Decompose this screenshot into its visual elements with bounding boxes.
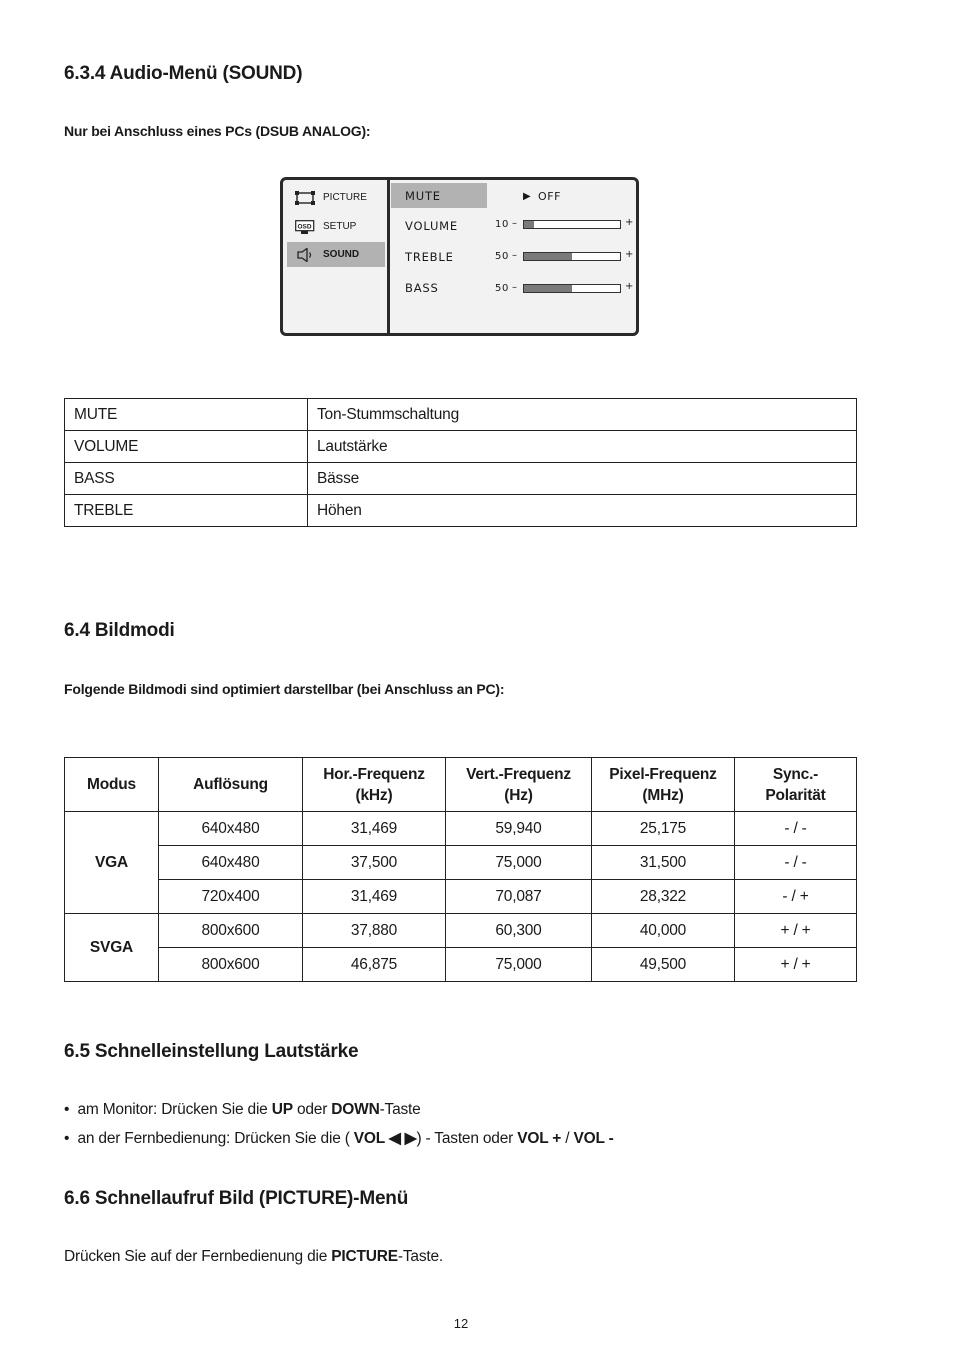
- table-row: [65, 463, 857, 495]
- display-modes-table: [64, 757, 857, 982]
- setting-description-cell: Ton-Stummschaltung: [308, 399, 857, 431]
- table-cell: 75,000: [446, 948, 592, 982]
- list-item: • am Monitor: Drücken Sie die UP oder DOWN-Taste: [64, 1101, 421, 1118]
- table-cell: 60,300: [446, 914, 592, 948]
- table-cell: + / +: [735, 948, 857, 982]
- picture-icon: [295, 191, 315, 205]
- setting-description-cell: Lautstärke: [308, 431, 857, 463]
- table-row: [65, 812, 857, 846]
- setting-description-cell: Höhen: [308, 495, 857, 527]
- setting-name-cell: BASS: [65, 463, 308, 495]
- osd-slider-fill: [524, 285, 572, 292]
- table-cell: 640x480: [159, 812, 303, 846]
- table-cell: 31,469: [303, 880, 446, 914]
- bullet-dot: •: [64, 1130, 78, 1147]
- osd-minus: –: [512, 250, 517, 261]
- osd-slider-bass: [523, 284, 621, 293]
- table-cell: 640x480: [159, 846, 303, 880]
- osd-nav-picture: [287, 185, 385, 210]
- table-row: [65, 399, 857, 431]
- osd-row-label: MUTE: [405, 189, 441, 203]
- setting-name-cell: TREBLE: [65, 495, 308, 527]
- table-cell: 40,000: [592, 914, 735, 948]
- table-cell: 31,500: [592, 846, 735, 880]
- table-cell: 25,175: [592, 812, 735, 846]
- section-heading-bildmodi: 6.4 Bildmodi: [64, 620, 175, 641]
- section-heading-audio-menu: 6.3.4 Audio-Menü (SOUND): [64, 63, 303, 84]
- osd-menu: [280, 177, 639, 336]
- table-cell: 37,880: [303, 914, 446, 948]
- osd-plus: +: [625, 281, 634, 292]
- osd-slider-fill: [524, 253, 572, 260]
- table-row: [65, 880, 857, 914]
- table-row: [65, 948, 857, 982]
- column-header: Sync.- Polarität: [735, 758, 857, 812]
- table-cell: 70,087: [446, 880, 592, 914]
- setting-name-cell: MUTE: [65, 399, 308, 431]
- table-cell: 800x600: [159, 948, 303, 982]
- osd-minus: –: [512, 218, 517, 229]
- osd-nav-sound: [287, 242, 385, 267]
- column-header: Hor.-Frequenz (kHz): [303, 758, 446, 812]
- column-header: Pixel-Frequenz (MHz): [592, 758, 735, 812]
- osd-plus: +: [625, 217, 634, 228]
- column-header: Auflösung: [159, 758, 303, 812]
- left-right-arrow-icons: ◀ ▶: [384, 1130, 417, 1147]
- picture-instruction: Drücken Sie auf der Fernbedienung die PICTURE-Taste.: [64, 1248, 444, 1265]
- mode-cell: SVGA: [65, 914, 159, 982]
- table-cell: 31,469: [303, 812, 446, 846]
- osd-nav-setup: [287, 214, 385, 239]
- list-item: • an der Fernbedienung: Drücken Sie die ( VOL ◀ ▶) - Tasten oder VOL + / VOL -: [64, 1130, 614, 1147]
- table-row: [65, 431, 857, 463]
- osd-row-label: TREBLE: [405, 250, 454, 264]
- osd-row-label: BASS: [405, 281, 439, 295]
- table-cell: 37,500: [303, 846, 446, 880]
- section-subtitle-dsub: Nur bei Anschluss eines PCs (DSUB ANALOG):: [64, 123, 371, 139]
- setting-name-cell: VOLUME: [65, 431, 308, 463]
- osd-slider-fill: [524, 221, 534, 228]
- osd-minus: –: [512, 282, 517, 293]
- osd-row-number: 50: [495, 251, 509, 262]
- table-cell: - / -: [735, 846, 857, 880]
- page-number: 12: [453, 1316, 469, 1331]
- table-cell: 59,940: [446, 812, 592, 846]
- mode-cell: VGA: [65, 812, 159, 914]
- osd-nav-label: SOUND: [323, 249, 360, 260]
- table-row: [65, 846, 857, 880]
- osd-slider-treble: [523, 252, 621, 261]
- osd-row-number: 10: [495, 219, 509, 230]
- table-cell: - / -: [735, 812, 857, 846]
- osd-setup-icon: [295, 220, 315, 234]
- table-row: [65, 495, 857, 527]
- table-cell: 75,000: [446, 846, 592, 880]
- osd-mute-value: OFF: [538, 190, 562, 203]
- svg-text:OSD: OSD: [297, 223, 312, 230]
- table-cell: - / +: [735, 880, 857, 914]
- table-row: [65, 914, 857, 948]
- bullet-dot: •: [64, 1101, 78, 1118]
- osd-divider: [387, 180, 390, 333]
- table-cell: 49,500: [592, 948, 735, 982]
- osd-row-label: VOLUME: [405, 219, 458, 233]
- osd-row-number: 50: [495, 283, 509, 294]
- table-cell: 46,875: [303, 948, 446, 982]
- table-cell: + / +: [735, 914, 857, 948]
- osd-plus: +: [625, 249, 634, 260]
- setting-description-cell: Bässe: [308, 463, 857, 495]
- osd-arrow-icon: ▶: [523, 191, 532, 202]
- section-subtitle-bildmodi: Folgende Bildmodi sind optimiert darstellbar (bei Anschluss an PC):: [64, 681, 505, 697]
- speaker-icon: [295, 248, 315, 262]
- osd-nav-label: SETUP: [323, 221, 357, 232]
- column-header: Modus: [65, 758, 159, 812]
- osd-nav-label: PICTURE: [323, 192, 367, 203]
- table-cell: 800x600: [159, 914, 303, 948]
- table-cell: 720x400: [159, 880, 303, 914]
- table-cell: 28,322: [592, 880, 735, 914]
- osd-slider-volume: [523, 220, 621, 229]
- audio-settings-table: [64, 398, 857, 527]
- column-header: Vert.-Frequenz (Hz): [446, 758, 592, 812]
- section-heading-volume: 6.5 Schnelleinstellung Lautstärke: [64, 1041, 359, 1062]
- section-heading-picture-menu: 6.6 Schnellaufruf Bild (PICTURE)-Menü: [64, 1188, 409, 1209]
